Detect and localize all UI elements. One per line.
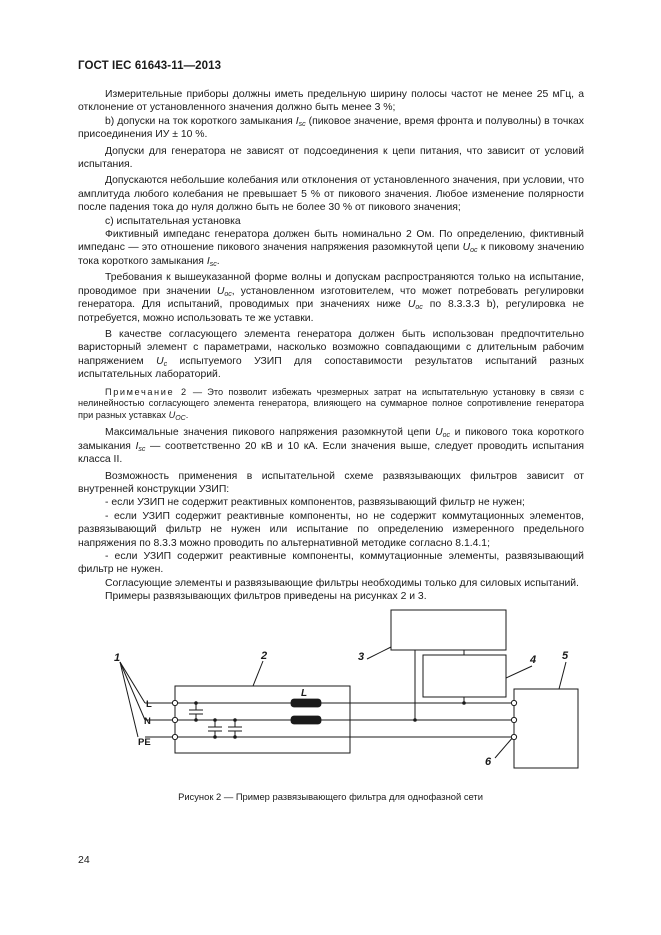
standard-header: ГОСТ IEC 61643-11—2013	[78, 60, 222, 72]
symbol-isc: $I_{sc}$	[135, 440, 146, 453]
symbol-isc: $I_{sc}$	[295, 115, 306, 128]
paragraph-max-values: Максимальные значения пикового напряжения разомкнутой цепи $U_{oc}$ и пикового тока короткого замыкания $I_{sc}$ — соответственно 20 кВ и 10 кА. Если значения выше, следует проводить испытания класса II.	[78, 427, 585, 466]
bullet-reactive-no-switching: - если УЗИП содержит реактивные компоненты, но не содержит коммутационных элементов, развязывающий фильтр не нужен или испытание по определению измеренного предельного напряжения по 8.3.3 можно проводить по альтернативной методике согласно 8.1.4.1;	[78, 510, 584, 549]
label-1: 1	[114, 652, 121, 664]
inductor-L	[291, 699, 321, 707]
generator-box	[391, 610, 506, 650]
symbol-uoc: $U_{oc}$	[216, 285, 232, 298]
paragraph-oscillations: Допускаются небольшие колебания или отклонения от установленного значения, при условии, что амплитуда любого колебания не превышает 5 % от пикового значения. Любое изменение полярности после падения тока до нуля должно быть не более 30 % от пикового значения;	[78, 175, 584, 214]
inductor-N	[291, 716, 321, 724]
symbol-uoc: $U_{oc}$	[435, 427, 451, 440]
page-number: 24	[78, 854, 90, 866]
paragraph-waveform-requirements: Требования к вышеуказанной форме волны и допускам распространяются только на испытание, проводимое при значении $U_{oc}$, установленном изготовителем, что может потребовать регулировки генератора. Для испытаний, проводимых при значениях ниже $U_{oc}$ по 8.3.3.3 b), регулировка не потребуется, можно использовать те же уставки.	[78, 272, 585, 324]
symbol-uoc: $U_{oc}$	[407, 299, 423, 312]
note-2: Примечание 2 — Это позволит избежать чрезмерных затрат на испытательную установку в связи с нелинейностью согласующего элемента генератора, влияющего на суммарное полное сопротивление генератора при разных уставках $U_{OC}$.	[78, 386, 584, 422]
label-3: 3	[358, 651, 365, 663]
paragraph-test-setup-item: c) испытательная установка	[105, 215, 241, 227]
label-4: 4	[530, 654, 537, 666]
symbol-uoc-caps: $U_{OC}$	[168, 409, 186, 422]
paragraph-instruments: Измерительные приборы должны иметь предельную ширину полосы частот не менее 25 мГц, а отклонение от установленного значения должно быть менее 3 %;	[78, 89, 584, 114]
spd-box	[514, 689, 578, 768]
label-inductor: L	[301, 688, 308, 699]
bullet-reactive-switching: - если УЗИП содержит реактивные компоненты, коммутационные элементы, развязывающий фильтр не нужен.	[78, 550, 584, 576]
label-2: 2	[261, 650, 268, 662]
paragraph-decoupling-filters: Возможность применения в испытательной схеме развязывающих фильтров зависит от внутренней конструкции УЗИП:	[78, 470, 584, 495]
symbol-uc: $U_c$	[156, 355, 168, 368]
line-label-N: N	[144, 716, 151, 727]
paragraph-short-circuit-tolerance: b) допуски на ток короткого замыкания $I_{sc}$ (пиковое значение, время фронта и полуволны) в точках присоединения ИУ ± 10 %.	[78, 115, 584, 141]
body-text	[78, 88, 584, 604]
paragraph-fictive-impedance: Фиктивный импеданс генератора должен быть номинально 2 Ом. По определению, фиктивный импеданс — это отношение пикового значения напряжения разомкнутой цепи $U_{oc}$ к пиковому значению тока короткого замыкания $I_{sc}$.	[78, 229, 584, 268]
label-5: 5	[562, 650, 569, 662]
paragraph-generator-tolerance: Допуски для генератора не зависят от подсоединения к цепи питания, что зависит от условий испытания.	[78, 145, 584, 171]
paragraph-examples: Примеры развязывающих фильтров приведены на рисунках 2 и 3.	[105, 591, 427, 603]
symbol-isc: $I_{sc}$	[206, 255, 217, 268]
coupling-element-box	[423, 655, 506, 697]
symbol-uoc: $U_{oc}$	[462, 242, 478, 255]
figure-caption: Рисунок 2 — Пример развязывающего фильтра для однофазной сети	[178, 791, 483, 802]
line-label-PE: PE	[138, 737, 151, 748]
paragraph-varistor: В качестве согласующего элемента генератора должен быть использован предпочтительно варисторный элемент с параметрами, насколько возможно совпадающими с длительным рабочим напряжением $U_c$ испытуемого УЗИП для сопоставимости результатов испытаний разных испытательных лабораторий.	[78, 328, 584, 381]
filter-circuit-diagram	[100, 608, 600, 778]
label-6: 6	[485, 756, 492, 768]
bullet-no-reactive: - если УЗИП не содержит реактивных компонентов, развязывающий фильтр не нужен;	[105, 497, 525, 509]
line-label-L: L	[146, 699, 152, 710]
paragraph-matching-elements: Согласующие элементы и развязывающие фильтры необходимы только для силовых испытаний.	[105, 577, 579, 589]
note-label: Примечание 2	[105, 386, 188, 397]
